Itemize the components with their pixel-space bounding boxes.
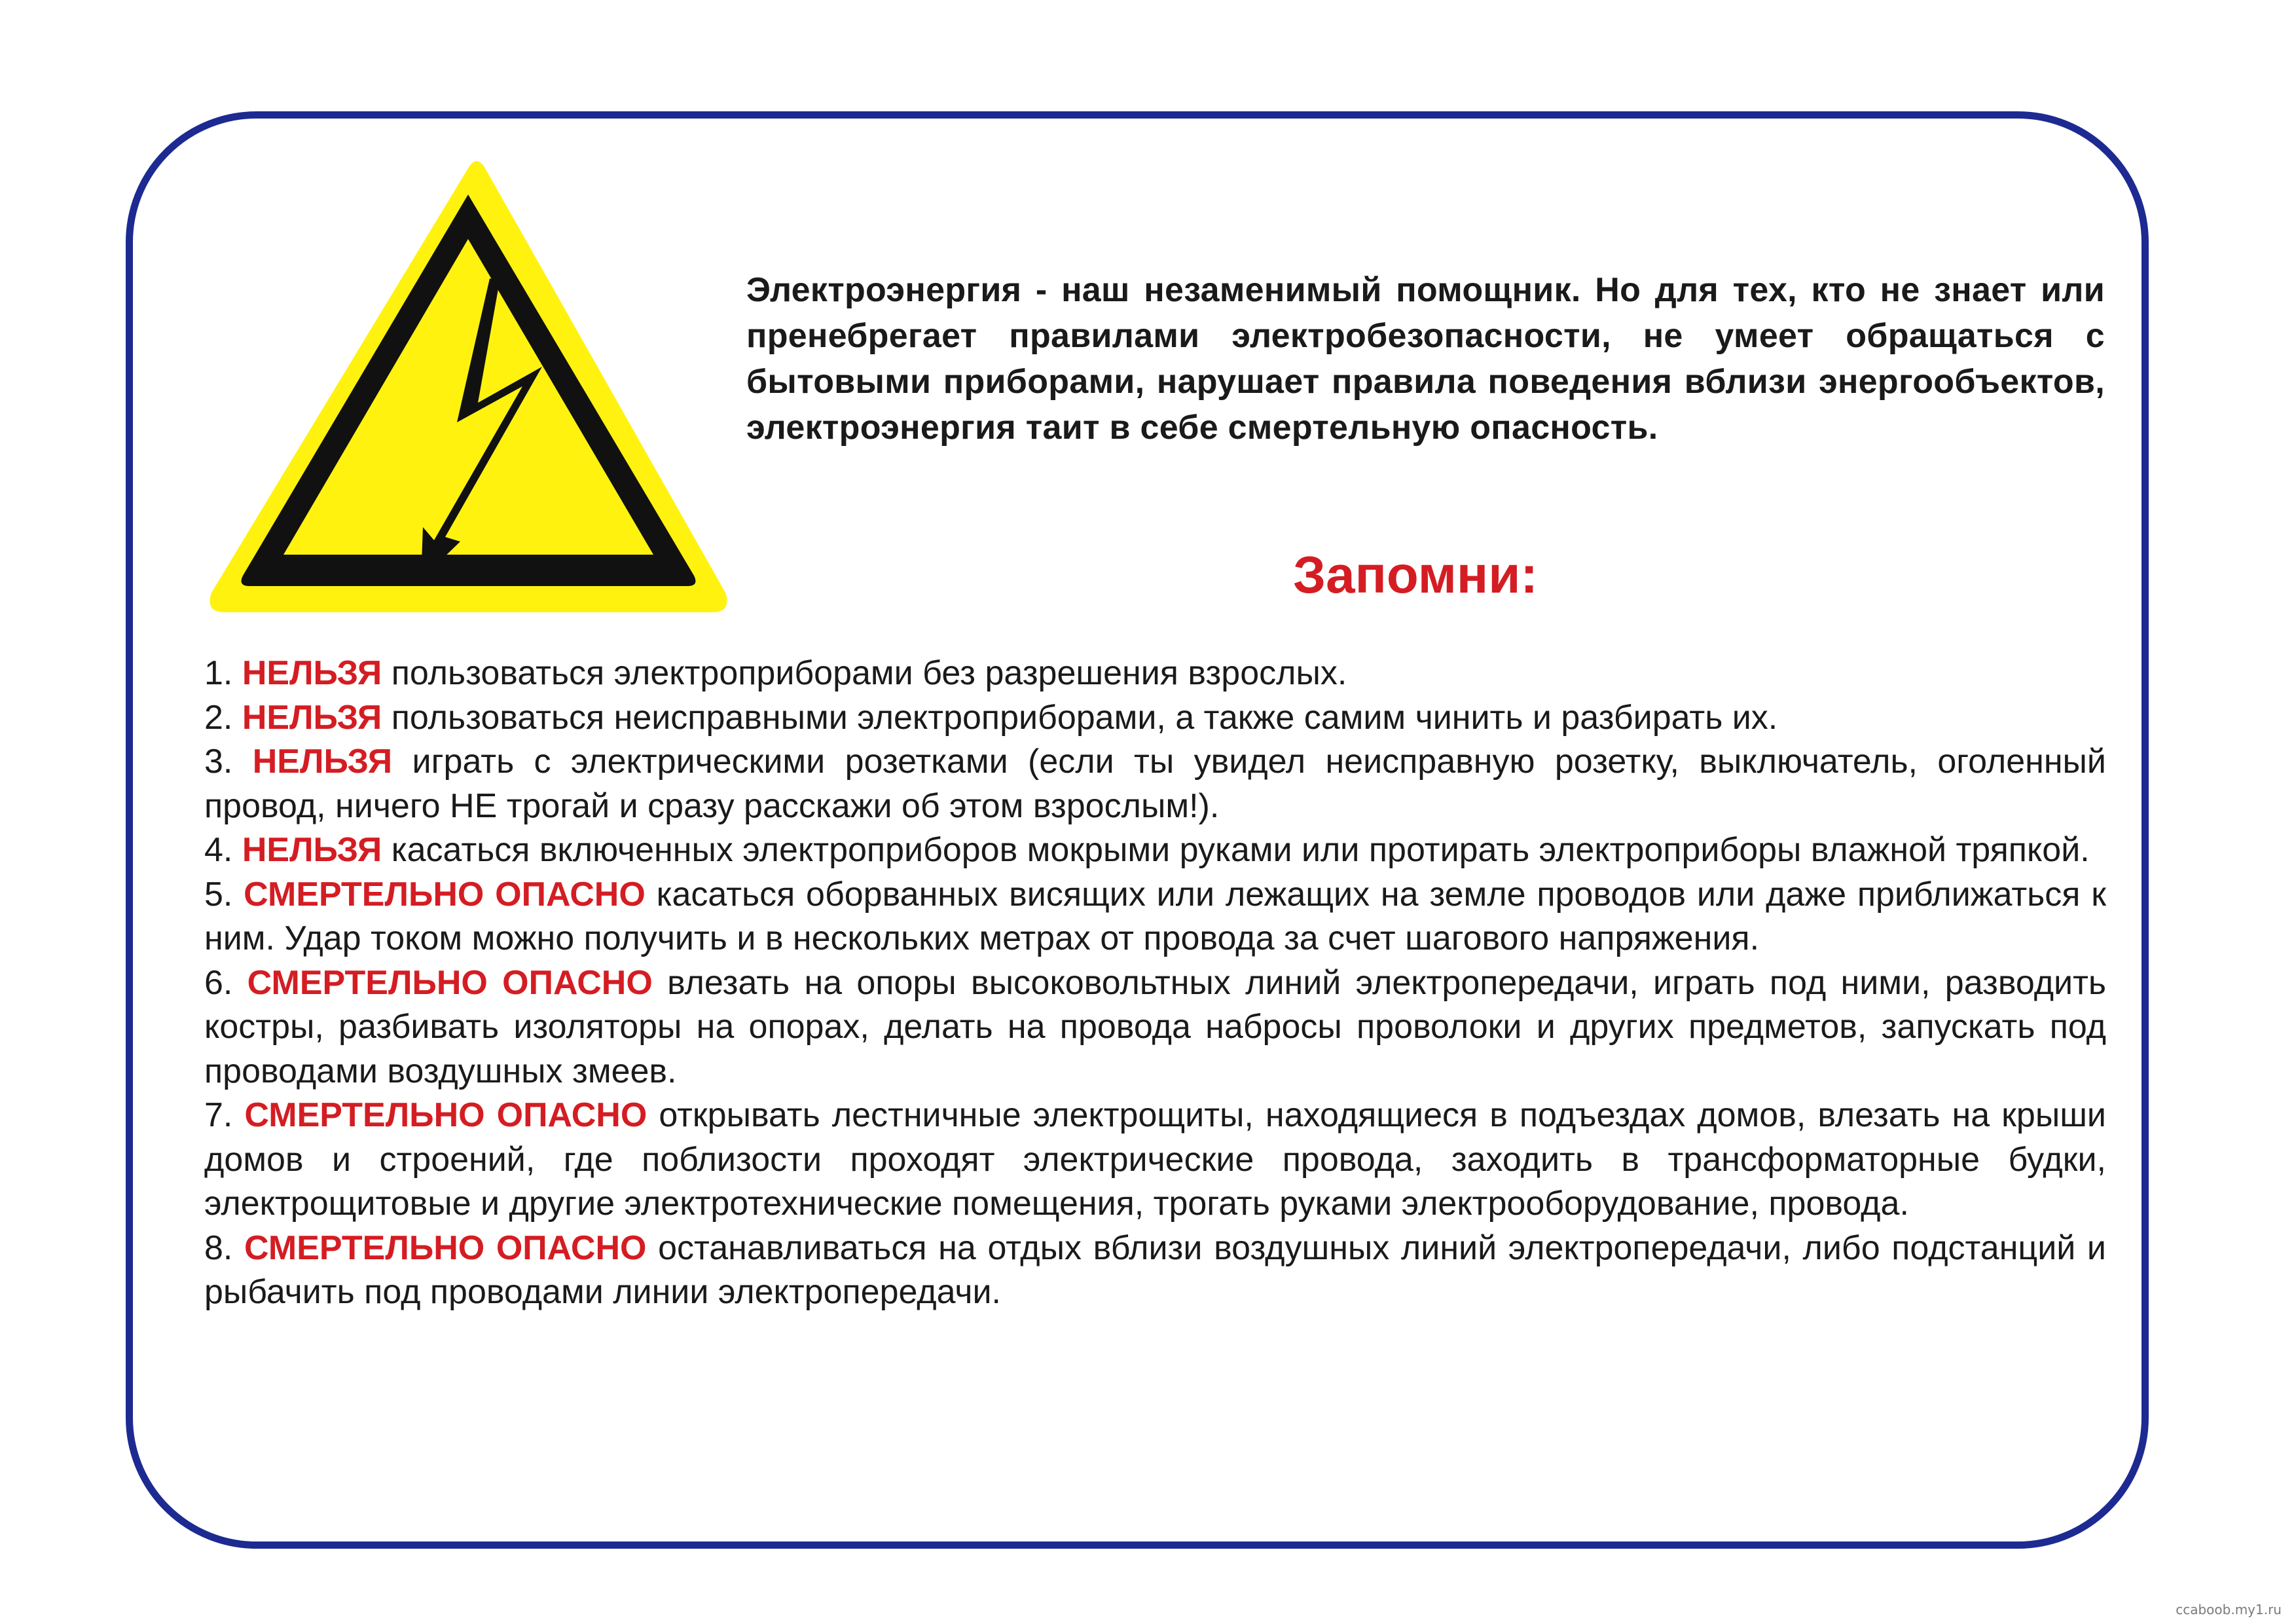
rule-warning-word: НЕЛЬЗЯ — [242, 831, 382, 869]
rule-text: пользоваться неисправными электроприборами, а также самим чинить и разбирать их. — [382, 698, 1778, 737]
rule-number: 6. — [204, 963, 247, 1002]
rule-item — [204, 828, 2106, 873]
rule-text: касаться оборванных висящих или лежащих на земле проводов или даже приближаться к ним. Удар током можно получить и в нескольких метрах от провода за счет шагового напряжения. — [204, 875, 2106, 957]
watermark: ccaboob.my1.ru — [2176, 1602, 2282, 1617]
rule-warning-word: СМЕРТЕЛЬНО ОПАСНО — [244, 1096, 647, 1134]
intro-paragraph: Электроэнергия - наш незаменимый помощник. Но для тех, кто не знает или пренебрегает правилами электробезопасности, не умеет обращаться с бытовыми приборами, нарушает правила поведения вблизи энергообъектов, электроэнергия таит в себе смертельную опасность. — [746, 271, 2105, 447]
rule-text: касаться включенных электроприборов мокрыми руками или протирать электроприборы влажной тряпкой. — [382, 831, 2090, 869]
rule-item — [204, 1227, 2106, 1315]
rule-item — [204, 740, 2106, 828]
rule-number: 7. — [204, 1096, 245, 1134]
rule-item — [204, 696, 2106, 741]
rule-number: 4. — [204, 831, 242, 869]
rule-text: играть с электрическими розетками (если ты увидел неисправную розетку, выключатель, оголенный провод, ничего НЕ трогай и сразу расскажи об этом взрослым!). — [204, 743, 2106, 825]
rule-text: пользоваться электроприборами без разрешения взрослых. — [382, 654, 1347, 692]
rule-number: 3. — [204, 743, 253, 781]
rule-item — [204, 652, 2106, 696]
rule-text: останавливаться на отдых вблизи воздушных линий электропередачи, либо подстанций и рыбачить под проводами линии электропередачи. — [204, 1228, 2106, 1311]
rule-number: 5. — [204, 875, 244, 913]
rule-warning-word: НЕЛЬЗЯ — [242, 698, 382, 737]
rule-number: 2. — [204, 698, 242, 737]
safety-rules-list — [204, 652, 2106, 1315]
rule-text: открывать лестничные электрощиты, находящиеся в подъездах домов, влезать на крыши домов и строений, где поблизости проходят электрические провода, заходить в трансформаторные будки, электрощитовые и другие электротехнические помещения, трогать руками электрооборудование, провода. — [204, 1096, 2106, 1223]
high-voltage-warning-icon — [208, 154, 729, 619]
rule-item — [204, 873, 2106, 961]
rule-text: влезать на опоры высоковольтных линий электропередачи, играть под ними, разводить костры, разбивать изоляторы на опорах, делать на провода набросы проволоки и других предметов, запускать под проводами воздушных змеев. — [204, 963, 2106, 1090]
rule-warning-word: СМЕРТЕЛЬНО ОПАСНО — [244, 875, 646, 913]
rule-warning-word: СМЕРТЕЛЬНО ОПАСНО — [244, 1228, 647, 1267]
rule-item — [204, 961, 2106, 1094]
rule-number: 1. — [204, 654, 242, 692]
remember-heading: Запомни: — [1293, 545, 1539, 604]
rule-warning-word: НЕЛЬЗЯ — [252, 743, 393, 781]
rule-warning-word: СМЕРТЕЛЬНО ОПАСНО — [247, 963, 653, 1002]
rule-item — [204, 1094, 2106, 1227]
rule-number: 8. — [204, 1228, 245, 1267]
rule-warning-word: НЕЛЬЗЯ — [242, 654, 382, 692]
